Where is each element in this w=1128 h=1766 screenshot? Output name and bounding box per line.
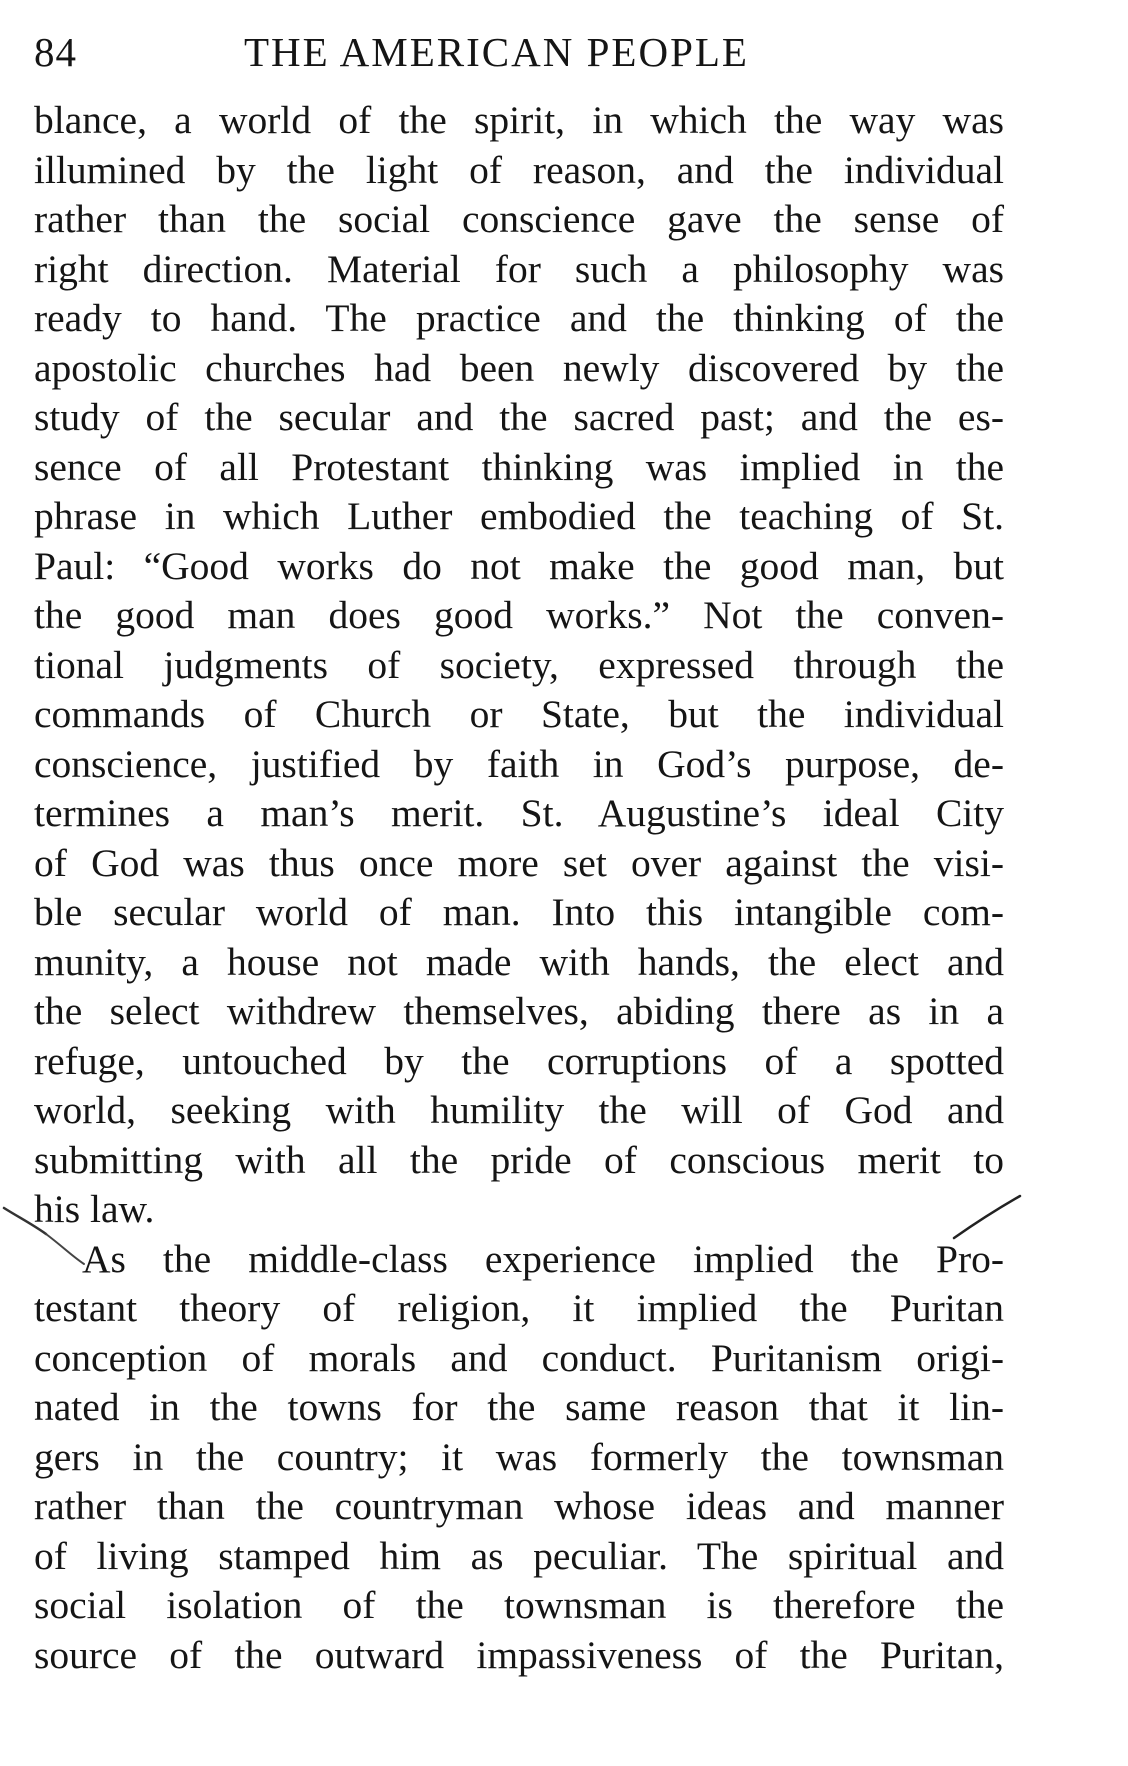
text-line: ready to hand. The practice and the thinking of the: [34, 296, 1004, 340]
text-line: the select withdrew themselves, abiding there as in a: [34, 989, 1004, 1033]
text-line: Paul: “Good works do not make the good man, but: [34, 543, 1004, 588]
text-line: testant theory of religion, it implied the Puritan: [34, 1286, 1004, 1330]
text-line: study of the secular and the sacred past; and the es-: [34, 395, 1004, 439]
text-line: conscience, justified by faith in God’s purpose, de-: [34, 741, 1004, 786]
running-title: THE AMERICAN PEOPLE: [244, 29, 749, 75]
text-line: source of the outward impassiveness of the Puritan,: [34, 1632, 1004, 1677]
text-line: blance, a world of the spirit, in which the way was: [34, 98, 1004, 142]
text-line: munity, a house not made with hands, the elect and: [34, 939, 1004, 984]
text-line: the good man does good works.” Not the conven-: [34, 593, 1004, 637]
text-line: illumined by the light of reason, and the individual: [34, 147, 1004, 192]
text-line: right direction. Material for such a philosophy was: [34, 246, 1004, 291]
text-line: of living stamped him as peculiar. The spiritual and: [34, 1533, 1004, 1578]
text-line: nated in the towns for the same reason that it lin-: [34, 1385, 1004, 1429]
text-line: phrase in which Luther embodied the teaching of St.: [34, 494, 1004, 538]
text-line: social isolation of the townsman is therefore the: [34, 1583, 1004, 1627]
page-header: [34, 28, 834, 84]
text-line: of God was thus once more set over against the visi-: [34, 840, 1004, 885]
text-line: rather than the countryman whose ideas and manner: [34, 1484, 1004, 1528]
text-line: commands of Church or State, but the individual: [34, 692, 1004, 736]
text-line: sence of all Protestant thinking was implied in the: [34, 444, 1004, 489]
text-line: refuge, untouched by the corruptions of a spotted: [34, 1038, 1004, 1083]
text-line: termines a man’s merit. St. Augustine’s ideal City: [34, 791, 1004, 835]
text-line: gers in the country; it was formerly the townsman: [34, 1434, 1004, 1479]
text-line: world, seeking with humility the will of God and: [34, 1088, 1004, 1132]
text-line: rather than the social conscience gave the sense of: [34, 197, 1004, 241]
text-line: tional judgments of society, expressed through the: [34, 642, 1004, 687]
text-line: submitting with all the pride of conscious merit to: [34, 1137, 1004, 1182]
paragraph-1: [34, 96, 1004, 1235]
text-line: his law.: [34, 1187, 155, 1231]
text-line: ble secular world of man. Into this intangible com-: [34, 890, 1004, 934]
page-number: 84: [34, 29, 77, 75]
text-line: conception of morals and conduct. Puritanism origi-: [34, 1335, 1004, 1380]
text-line: As the middle-class experience implied the Pro-: [82, 1236, 1004, 1281]
body-text: [34, 96, 1004, 1680]
text-line: apostolic churches had been newly discovered by the: [34, 345, 1004, 390]
paragraph-2: [34, 1235, 1004, 1681]
